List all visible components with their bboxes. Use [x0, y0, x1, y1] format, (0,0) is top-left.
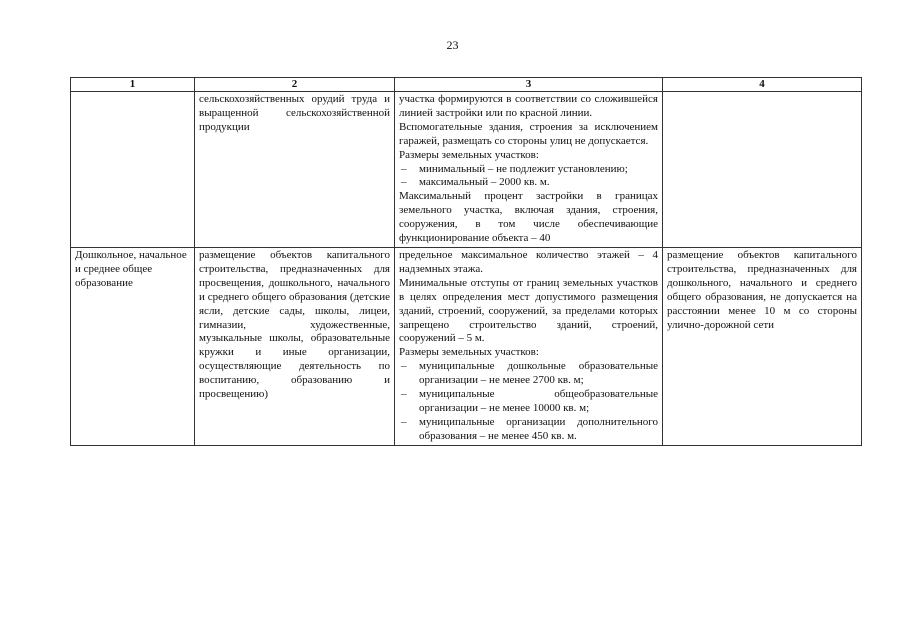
row2-col4-cell: [663, 247, 862, 445]
row2-col1-cell: [71, 247, 195, 445]
table-row: [71, 92, 862, 248]
row1-col4-cell: [663, 92, 862, 248]
row2-col3-para-3: Размеры земельных участков:: [399, 346, 539, 359]
row2-col2-cell: [195, 247, 395, 445]
row1-col3-para-3: Размеры земельных участков:: [399, 148, 539, 161]
row2-col4-text: размещение объектов капитального строительства, предназначенных для дошкольного, начального и среднего общего образования, не допускается на расстоянии менее 10 м со стороны улично-дорожной сети: [667, 248, 857, 331]
row1-col3-cell: [395, 92, 663, 248]
list-item: – муниципальные общеобразовательные организации – не менее 10000 кв. м;: [399, 388, 658, 416]
row1-col3-para-2: Вспомогательные здания, строения за исключением гаражей, размещать со стороны улиц не допускается.: [399, 120, 658, 147]
row1-col3-list: [399, 163, 658, 191]
table-header: [71, 78, 862, 92]
row2-col3-list: [399, 360, 658, 443]
row1-col2-cell: [195, 92, 395, 248]
row1-col3-para-4: Максимальный процент застройки в границах земельного участка, включая здания, строения, сооружения, в том числе обеспечивающие функционирование объекта – 40: [399, 190, 658, 245]
land-use-table: [70, 77, 862, 446]
row1-col3-para-1: участка формируются в соответствии со сложившейся линией застройки или по красной линии.: [399, 93, 658, 119]
column-header-1: 1: [71, 78, 195, 92]
row2-col2-text: размещение объектов капитального строительства, предназначенных для просвещения, дошкольного, начального и среднего общего образования (детские ясли, детские сады, школы, лицеи, гимназии, художественные, музыкальные школы, образовательные кружки и иные организации, осуществляющие деятельность по воспитанию, образованию и просвещению): [199, 248, 390, 401]
list-item: – минимальный – не подлежит установлению;: [399, 163, 658, 177]
row2-col3-para-2: Минимальные отступы от границ земельных участков в целях определения мест допустимого размещения зданий, строений, сооружений, за пределами которых запрещено строительство зданий, строений, сооружений – 5 м.: [399, 276, 658, 345]
row2-col3-cell: [395, 247, 663, 445]
row1-col1-cell: [71, 92, 195, 248]
column-header-3: 3: [395, 78, 663, 92]
list-item: – муниципальные дошкольные образовательные организации – не менее 2700 кв. м;: [399, 360, 658, 388]
row2-col1-text: Дошкольное, начальное и среднее общее образование: [75, 248, 187, 289]
column-header-2: 2: [195, 78, 395, 92]
page-number: 23: [446, 38, 459, 52]
list-item: – муниципальные организации дополнительного образования – не менее 450 кв. м.: [399, 416, 658, 444]
row2-col3-para-1: предельное максимальное количество этажей – 4 надземных этажа.: [399, 248, 658, 275]
row1-col2-text: сельскохозяйственных орудий труда и выращенной сельскохозяйственной продукции: [199, 93, 390, 133]
list-item: – максимальный – 2000 кв. м.: [399, 176, 658, 190]
column-header-4: 4: [663, 78, 862, 92]
table-row: [71, 247, 862, 445]
